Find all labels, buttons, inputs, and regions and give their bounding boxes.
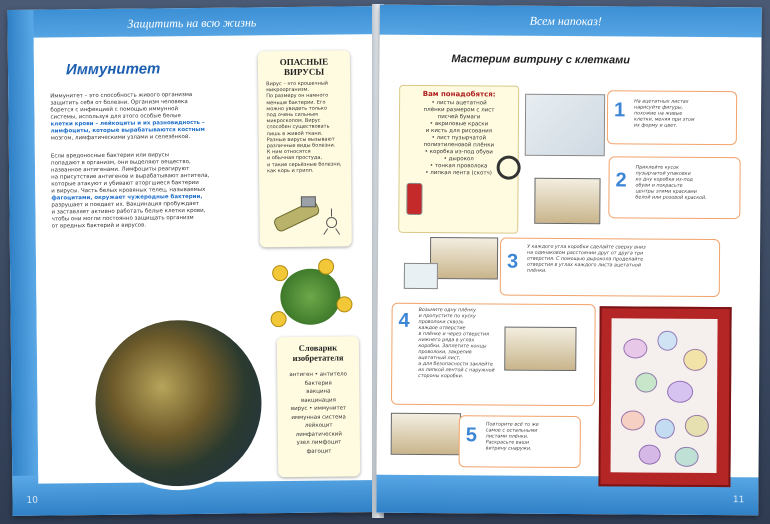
cell-shape [655,419,675,439]
cell-shape [683,349,707,371]
step-line: Повторите всё то же [485,422,539,428]
step-line: У каждого угла коробки сделайте сверху вниз [527,244,646,251]
virus-model-illustration [267,190,348,241]
step3-hole-punch-image [404,263,438,289]
step-4-number: 4 [398,309,410,332]
left-page-number: 10 [26,495,39,506]
intro-line: защитить себя от болезни. Организм человека [50,99,188,107]
virus-line: микроскопом. Вирус [266,117,321,125]
virus-line: меньше бактерии. Его [266,99,326,106]
left-header-title: Защитить на всю жизнь [127,15,257,31]
body-line: названное антигенами. Лимфоциты реагируют [51,166,190,174]
dictionary-title-2: изобретателя [292,352,344,363]
step5-box-image [391,413,461,455]
material-item: • тонкая проволока [429,163,488,170]
material-item: • коробка из-под обуви [424,148,493,156]
virus-line: можно увидеть только [266,105,328,113]
cell-cartoon [271,311,287,327]
step-1-box [607,90,737,145]
step-line: центры этими красками [635,189,697,195]
step-line: нарисуйте фигуры, [634,105,684,111]
finished-showcase-image [598,306,731,487]
virus-card-text [266,80,347,174]
step-line: витрину снаружи. [485,446,532,452]
intro-line: системы, используя для этого особые белые [50,113,181,121]
virus-card-title-2: ВИРУСЫ [283,66,325,78]
material-item: плёнки размером с лист [423,106,495,114]
dictionary-title-1: Словарик [298,342,338,353]
step-line: белой или розовой краской. [635,195,707,201]
step-line: проволоки, закрепив [418,349,472,356]
step-line: на одинаковом расстоянии друг от друга три [527,250,644,257]
dictionary-term: вакцинация [300,397,336,404]
dictionary-card [277,336,360,477]
step-1-number: 1 [613,99,626,122]
step-line: каждое отверстие [418,325,466,332]
step-4-box [391,303,596,406]
cell-shape [635,372,657,392]
right-page [376,5,762,516]
body-line: попадают в организм, они выделяют вещество, [50,159,191,167]
body-line: чтобы они могли постоянно защищать организм [51,215,194,223]
virus-line: Вирус – это крошечный [266,80,329,88]
step-line: листами плёнки. [485,434,529,440]
step4-box-image [504,327,576,372]
left-page [7,6,380,516]
body-line: Если вредоносные бактерии или вирусы [50,152,170,160]
body-line: разрушает и поедает их. Вакцинация пробуждает [51,200,200,209]
body-line: фагоцитами, окружает чужеродные бактерии, [51,193,203,202]
step-line: пузырчатой упаковки [635,171,691,177]
step-2-text [635,165,735,202]
step3-box-image [430,237,498,279]
dictionary-term: вакцина [306,388,331,395]
step-line: ко дну коробки из-под [635,177,693,183]
step-line: и пропустите по куску [418,313,476,320]
cell-shape [623,338,647,358]
cell-cartoon [318,259,334,275]
material-item: полиэтиленовой плёнки [423,141,495,149]
intro-line: лимфоциты, которые вырабатываются костным [50,126,205,135]
dangerous-viruses-card [258,50,352,247]
dictionary-term: антиген • антитело [289,371,348,379]
material-item: и кисть для рисования [425,127,493,135]
virus-line: микроорганизм. [266,86,309,94]
material-item: • листы ацетатной [431,100,487,107]
intro-line: клетки крови – лейкоциты и их разновидность – [50,119,205,128]
virus-line: К ним относятся [266,149,311,156]
tape-roll-image [406,183,422,215]
dictionary-term: бактерия [304,380,332,387]
step2-box-image [534,178,600,224]
step-2-number: 2 [615,169,627,192]
virus-line: и такие серьёзные болезни, [266,161,342,168]
step-5-number: 5 [465,424,477,447]
step-line: проволоки сквозь [418,319,464,326]
virus-line: лишь в живой ткани. [266,130,323,137]
right-page-number: 11 [732,495,745,506]
step-line: клетки, меняя при этом [633,117,695,123]
cell-shape [621,410,645,430]
step-line: самое с остальными [485,428,538,434]
dictionary-term: узел лимфоцит [296,439,342,446]
step-line: отверстия в углах каждого листа ацетатной [526,262,641,269]
material-item: • лист пузырчатой [431,135,487,142]
step-line: их форму и цвет. [633,123,678,129]
body-line: которые атакуют и убивают вторгшиеся бактерии [51,179,199,188]
cell-shape [657,331,677,351]
step-line: коробки. Заплетите концы [418,343,487,350]
dictionary-term: иммунная система [291,413,346,421]
material-item: писчей бумаги [437,114,481,121]
step-3-text [527,245,715,276]
material-item: • дырокол [443,156,474,163]
cell-shape [675,447,699,467]
step-line: На ацетатных листах [634,99,689,105]
dictionary-term: вирус • иммунитет [290,405,347,412]
body-paragraph [51,151,262,230]
step-line: Возьмите одну плёнку [418,307,477,314]
dictionary-term: фагоцит [306,448,332,455]
step-line: отверстия. С помощью дырокола проделайте [526,256,644,263]
step-1-text [634,99,732,130]
step-line: в плёнке и через отверстия [418,331,490,338]
step-line: плёнки. [526,268,547,274]
step-line: обуви и покрасьте [635,183,683,189]
virus-line: и обычная простуда, [266,155,323,162]
step-5-box [459,415,581,468]
virus-line: как корь и грипп. [267,167,314,175]
virus-line: По размеру он намного [266,92,329,100]
virus-line: способен существовать [266,123,330,131]
step-4-text [418,308,499,381]
intro-line: мозгом, лимфатическими узлами и селезёнкой. [50,134,191,142]
material-item: • липкая лента (скотч) [425,169,492,177]
virus-line: различные виды болезни. [266,142,336,150]
step-line: а для безопасности заклейте [418,361,494,368]
virus-line: под очень сильным [266,111,318,119]
side-note: Белые кровяные тельца помогают защитить организм от болезней и инфекций [44,301,80,354]
step-line: похожие на живые [634,111,683,117]
virus-card-title-1: ОПАСНЫЕ [279,56,329,68]
dictionary-term: лимфатический [295,430,342,438]
step-2-box [608,156,740,219]
showcase-interior [611,318,718,473]
dictionary-term: лейкоцит [304,422,333,429]
step-line: их липкой лентой с наружной [418,367,495,374]
step-3-number: 3 [506,250,519,273]
step-line: стороны коробки. [418,373,464,380]
materials-title: Вам понадобятся: [422,89,496,99]
material-item: • акриловые краски [429,121,489,128]
cell-shape [639,444,661,464]
page-title-immunity: Иммунитет [65,60,161,79]
step-line: ацетатный лист, [418,355,461,362]
body-line: от вредных бактерий и вирусов. [51,222,147,230]
step-line: Приклейте кусок [635,165,679,171]
step-3-box [500,238,720,298]
dictionary-terms [281,370,356,456]
body-line: и заставляет активно работать белые клетки крови, [51,207,206,216]
intro-paragraph [50,91,261,142]
step-line: Раскрасьте ваши [485,440,530,446]
step-5-text [486,422,576,453]
cell-cartoon [336,296,352,312]
intro-line: борется с инфекцией с помощью иммунной [50,106,179,114]
body-line: на присутствие антигенов и вырабатывают антитела, [51,172,210,181]
step-line: нижнего ряда в углах [418,337,475,344]
cell-shape [685,415,709,437]
right-header-title: Всем напоказ! [529,13,602,29]
wire-coil-image [497,155,521,179]
cell-cartoon [272,265,288,281]
body-line: и вирусы. Часть белых кровяных телец, называемых [51,186,206,195]
cell-shape [667,381,693,403]
virus-line: Разные вирусы вызывают [266,136,335,144]
intro-line: Иммунитет – это способность живого организма [50,92,193,100]
page-title-showcase: Мастерим витрину с клетками [451,53,631,67]
step1-acetate-sheets-image [525,94,605,157]
